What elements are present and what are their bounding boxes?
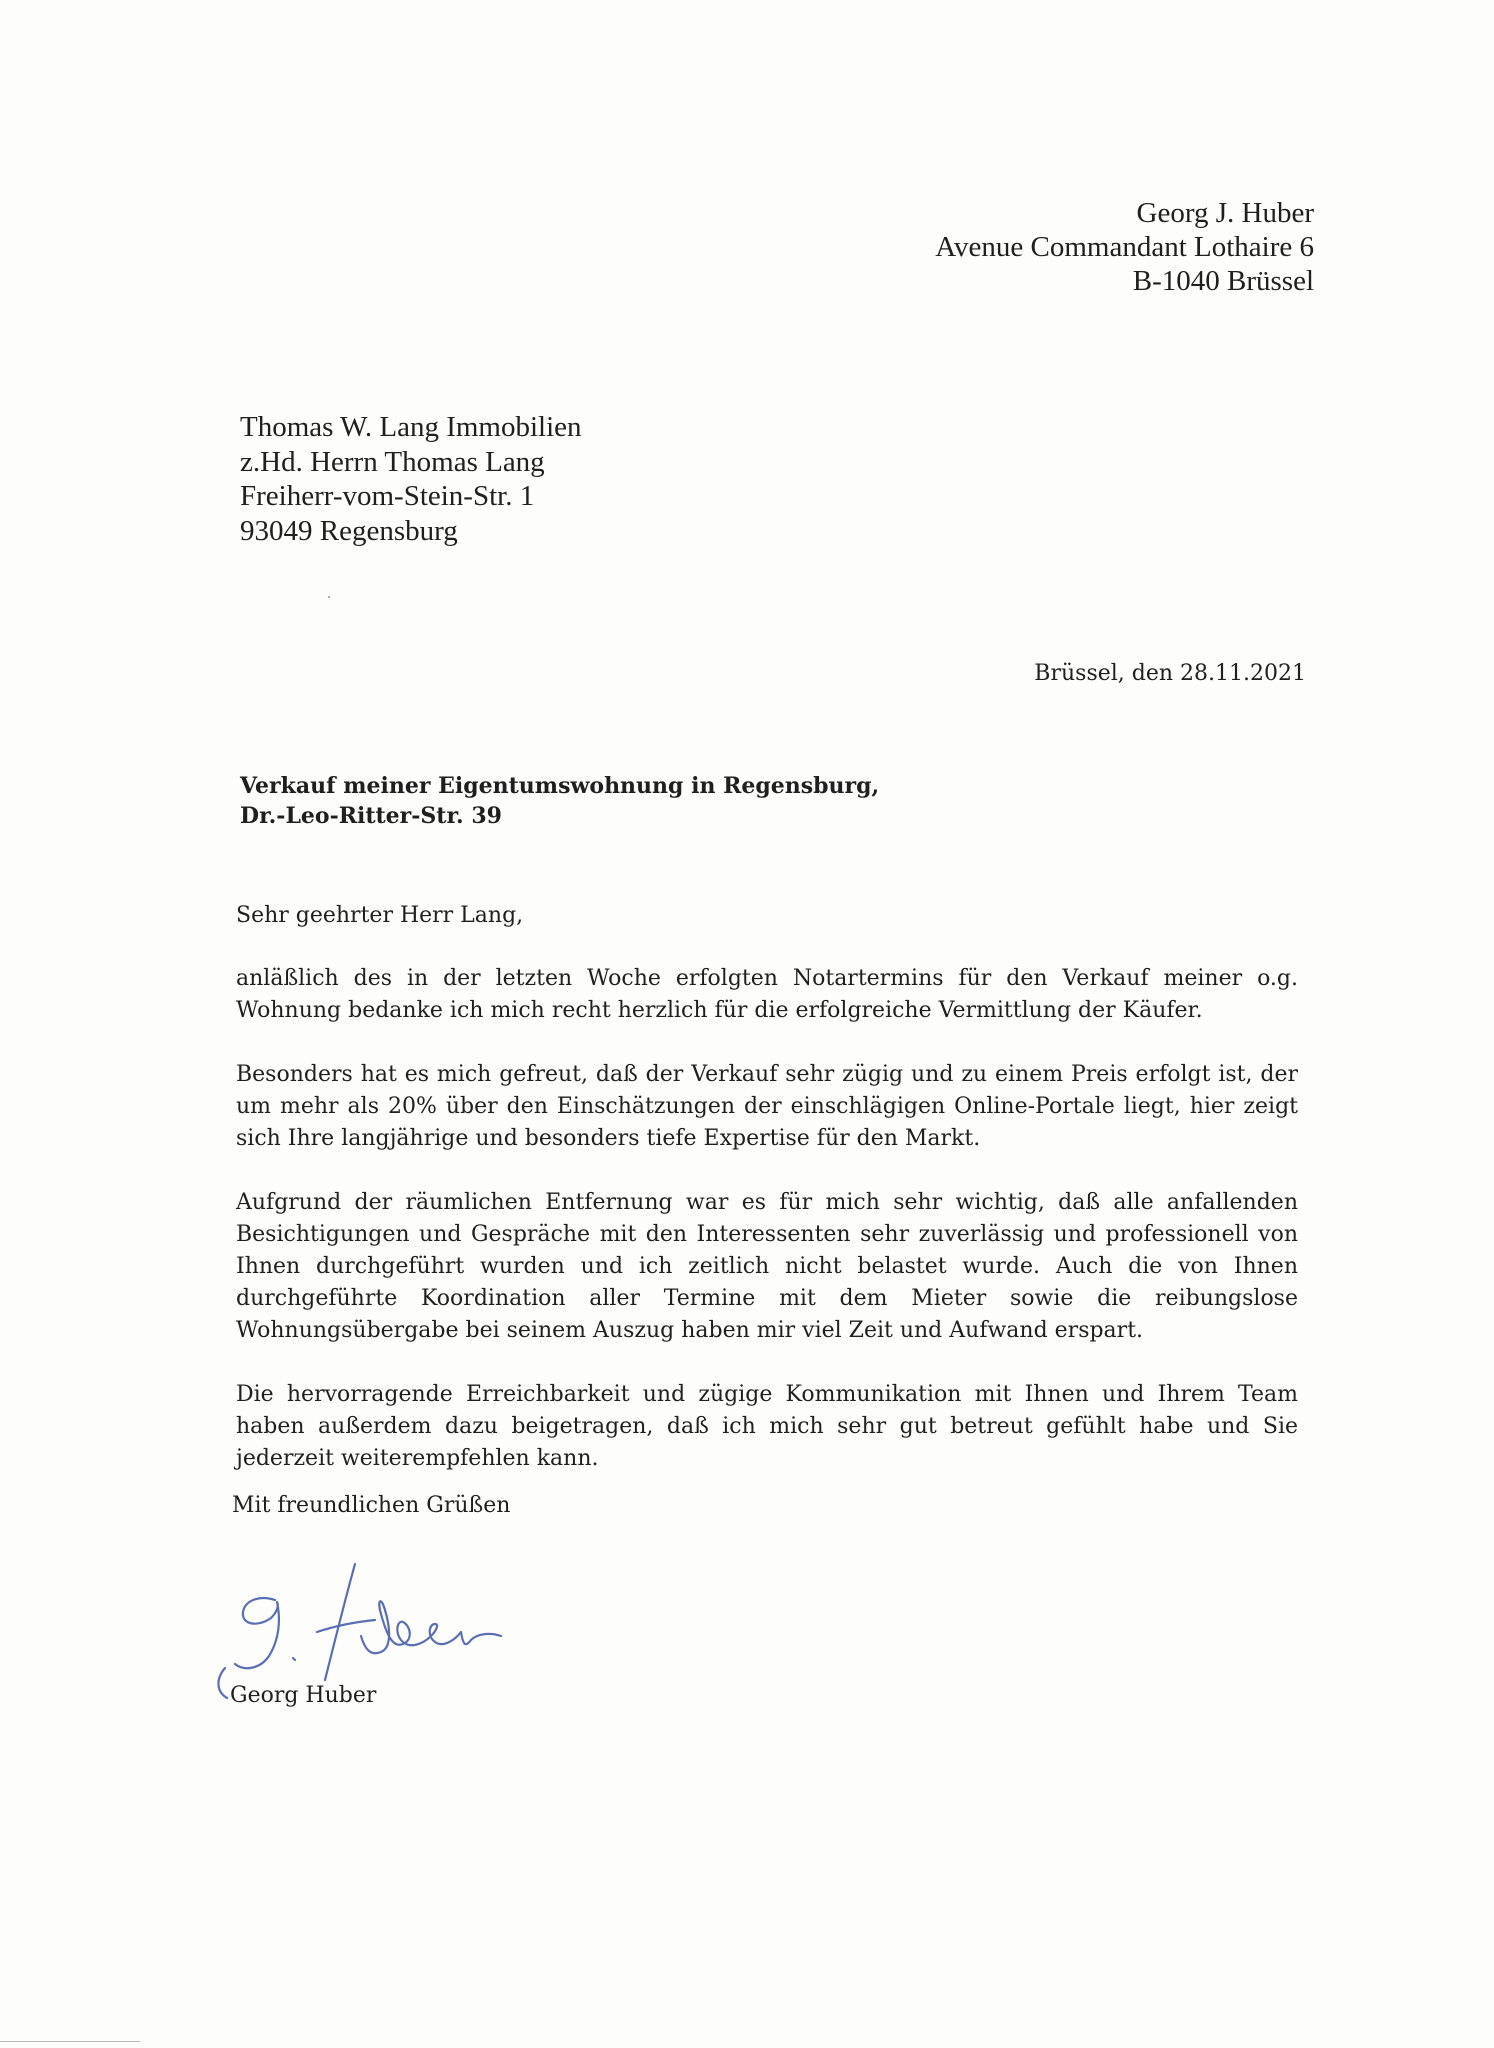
- paragraph-4: Die hervorragende Erreichbarkeit und zügige Kommunikation mit Ihnen und Ihrem Team haben außerdem dazu beigetragen, daß ich mich sehr gut betreut gefühlt habe und Sie jederzeit weiterempfehlen kann.: [236, 1382, 1298, 1471]
- recipient-attention: z.Hd. Herrn Thomas Lang: [240, 445, 545, 478]
- subject-line-1: Verkauf meiner Eigentumswohnung in Regensburg,: [240, 773, 880, 799]
- signer-name: Georg Huber: [230, 1683, 377, 1708]
- sender-address: [935, 196, 1314, 298]
- subject-line-2: Dr.-Leo-Ritter-Str. 39: [240, 803, 502, 829]
- recipient-street: Freiherr-vom-Stein-Str. 1: [240, 480, 535, 512]
- recipient-city: 93049 Regensburg: [240, 514, 458, 547]
- paragraph-2: Besonders hat es mich gefreut, daß der Verkauf sehr zügig und zu einem Preis erfolgt ist, der um mehr als 20% über den Einschätzungen der einschlägigen Online-Portale liegt, hier zeigt sich Ihre langjährige und besonders tiefe Expertise für den Markt.: [236, 1062, 1298, 1151]
- recipient-address: [240, 410, 582, 548]
- salutation: Sehr geehrter Herr Lang,: [236, 903, 524, 928]
- letter-body: [236, 900, 1298, 1507]
- subject-line: [240, 771, 879, 831]
- sender-street: Avenue Commandant Lothaire 6: [935, 231, 1314, 263]
- closing: Mit freundlichen Grüßen: [232, 1493, 511, 1518]
- sender-city: B-1040 Brüssel: [1132, 265, 1314, 297]
- paragraph-3: Aufgrund der räumlichen Entfernung war es für mich sehr wichtig, daß alle anfallenden Besichtigungen und Gespräche mit den Interessenten sehr zuverlässig und professionell von Ihnen durchgeführt wurden und ich zeitlich nicht belastet wurde. Auch die von Ihnen durchgeführte Koordination aller Termine mit dem Mieter sowie die reibungslose Wohnungsübergabe bei seinem Auszug haben mir viel Zeit und Aufwand erspart.: [236, 1190, 1298, 1343]
- paragraph-1: anläßlich des in der letzten Woche erfolgten Notartermins für den Verkauf meiner o.g. Wohnung bedanke ich mich recht herzlich für die erfolgreiche Vermittlung der Käufer.: [236, 966, 1298, 1023]
- recipient-company: Thomas W. Lang Immobilien: [240, 411, 582, 443]
- date-line: Brüssel, den 28.11.2021: [1034, 661, 1306, 686]
- scan-edge-line: [0, 2041, 140, 2042]
- sender-name: Georg J. Huber: [1136, 197, 1314, 229]
- scan-speck: [328, 596, 330, 598]
